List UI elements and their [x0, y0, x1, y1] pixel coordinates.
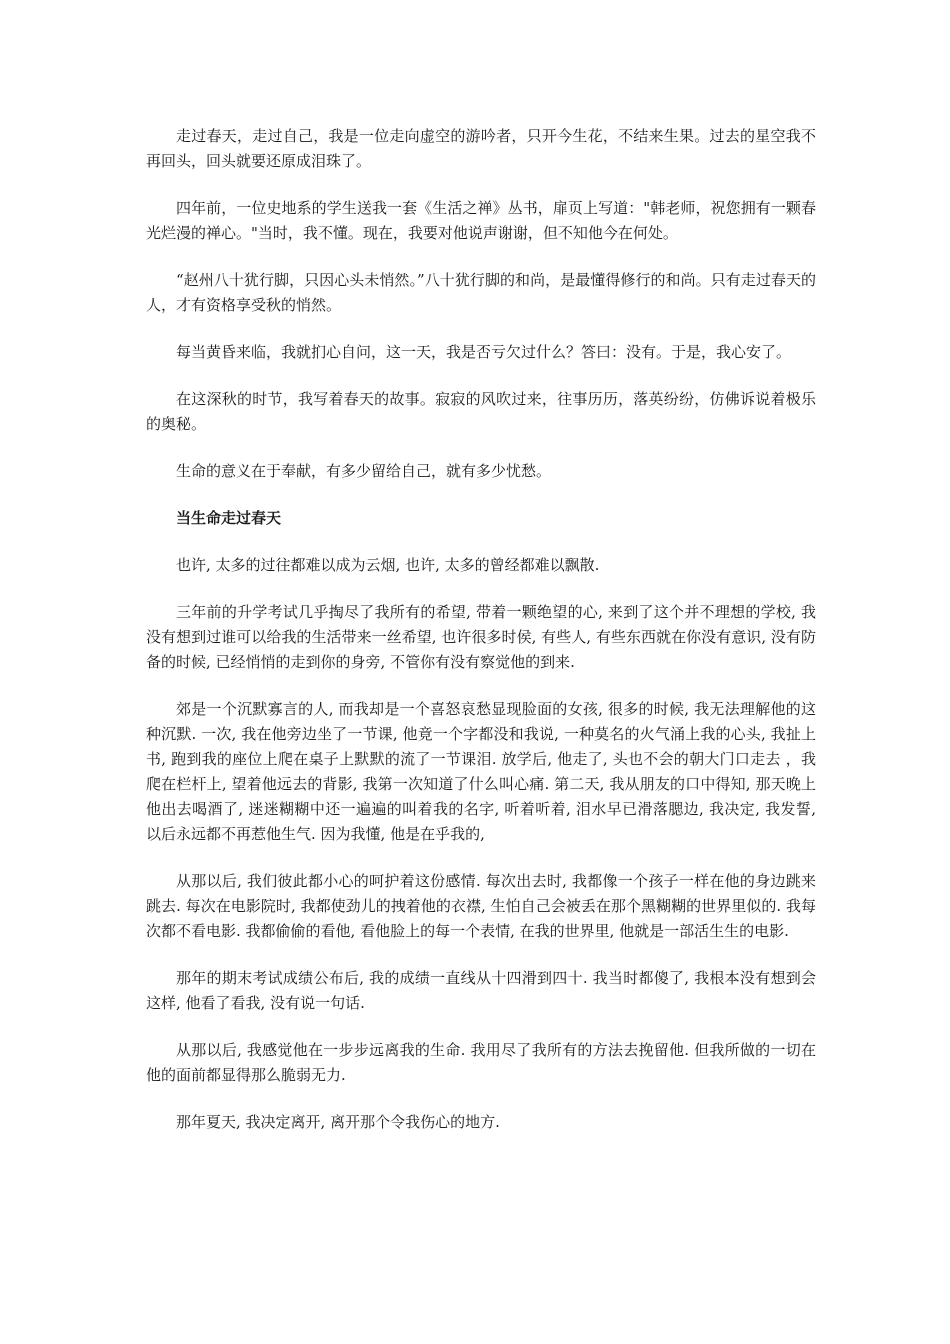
paragraph: 那年夏天, 我决定离开, 离开那个令我伤心的地方. [176, 1113, 500, 1131]
paragraph: “赵州八十犹行脚，只因心头未悄然。”八十犹行脚的和尚，是最懂得修行的和尚。只有走过春天的人，才有资格享受秋的悄然。 [146, 271, 816, 314]
paragraph: 郊是一个沉默寡言的人, 而我却是一个喜怒哀愁显现脸面的女孩, 很多的时候, 我无法理解他的这种沉默. 一次, 我在他旁边坐了一节课, 他竟一个字都没和我说, 一种莫名的火气涌上我的心头, 我扯上书, 跑到我的座位上爬在桌子上默默的流了一节课泪. 放学后, 他走了, 头也不会的朝大门口走去 ，我爬在栏杆上, 望着他远去的背影, 我第一次知道了什么叫心痛. 第二天, 我从朋友的口中得知, 那天晚上他出去喝酒了, 迷迷糊糊中还一遍遍的叫着我的名字, 听着听着, 泪水早已滑落腮边, 我决定, 我发誓, 以后永远都不再惹他生气. 因为我懂, 他是在乎我的, [146, 700, 816, 843]
paragraph: 从那以后, 我们彼此都小心的呵护着这份感情. 每次出去时, 我都像一个孩子一样在他的身边跳来跳去. 每次在电影院时, 我都使劲儿的拽着他的衣襟, 生怕自己会被丢在那个黑糊糊的世界里似的. 我每次都不看电影. 我都偷偷的看他, 看他脸上的每一个表情, 在我的世界里, 他就是一部活生生的电影. [146, 872, 816, 940]
paragraph: 从那以后, 我感觉他在一步步远离我的生命. 我用尽了我所有的方法去挽留他. 但我所做的一切在他的面前都显得那么脆弱无力. [146, 1041, 816, 1084]
paragraph: 每当黄昏来临，我就扪心自问，这一天，我是否亏欠过什么？答曰：没有。于是，我心安了。 [176, 343, 792, 361]
paragraph: 也许, 太多的过往都难以成为云烟, 也许, 太多的曾经都难以飘散. [176, 556, 600, 574]
paragraph: 生命的意义在于奉献，有多少留给自己，就有多少忧愁。 [176, 462, 552, 480]
paragraph: 四年前，一位史地系的学生送我一套《生活之禅》丛书，扉页上写道："韩老师，祝您拥有一颗春光烂漫的禅心。"当时，我不懂。现在，我要对他说声谢谢，但不知他今在何处。 [146, 199, 816, 242]
paragraph: 在这深秋的时节，我写着春天的故事。寂寂的风吹过来，往事历历，落英纷纷，仿佛诉说着极乐的奥秘。 [146, 390, 816, 433]
document-page [146, 124, 816, 1157]
section-title: 当生命走过春天 [176, 509, 282, 527]
paragraph: 三年前的升学考试几乎掏尽了我所有的希望, 带着一颗绝望的心, 来到了这个并不理想的学校, 我没有想到过谁可以给我的生活带来一丝希望, 也许很多时侯, 有些人, 有些东西就在你没有意识, 没有防备的时候, 已经悄悄的走到你的身旁, 不管你有没有察觉他的到来. [146, 603, 816, 671]
paragraph: 那年的期末考试成绩公布后, 我的成绩一直线从十四滑到四十. 我当时都傻了, 我根本没有想到会这样, 他看了看我, 没有说一句话. [146, 969, 816, 1012]
paragraph: 走过春天，走过自己，我是一位走向虚空的游吟者，只开今生花，不结来生果。过去的星空我不再回头，回头就要还原成泪珠了。 [146, 127, 816, 170]
